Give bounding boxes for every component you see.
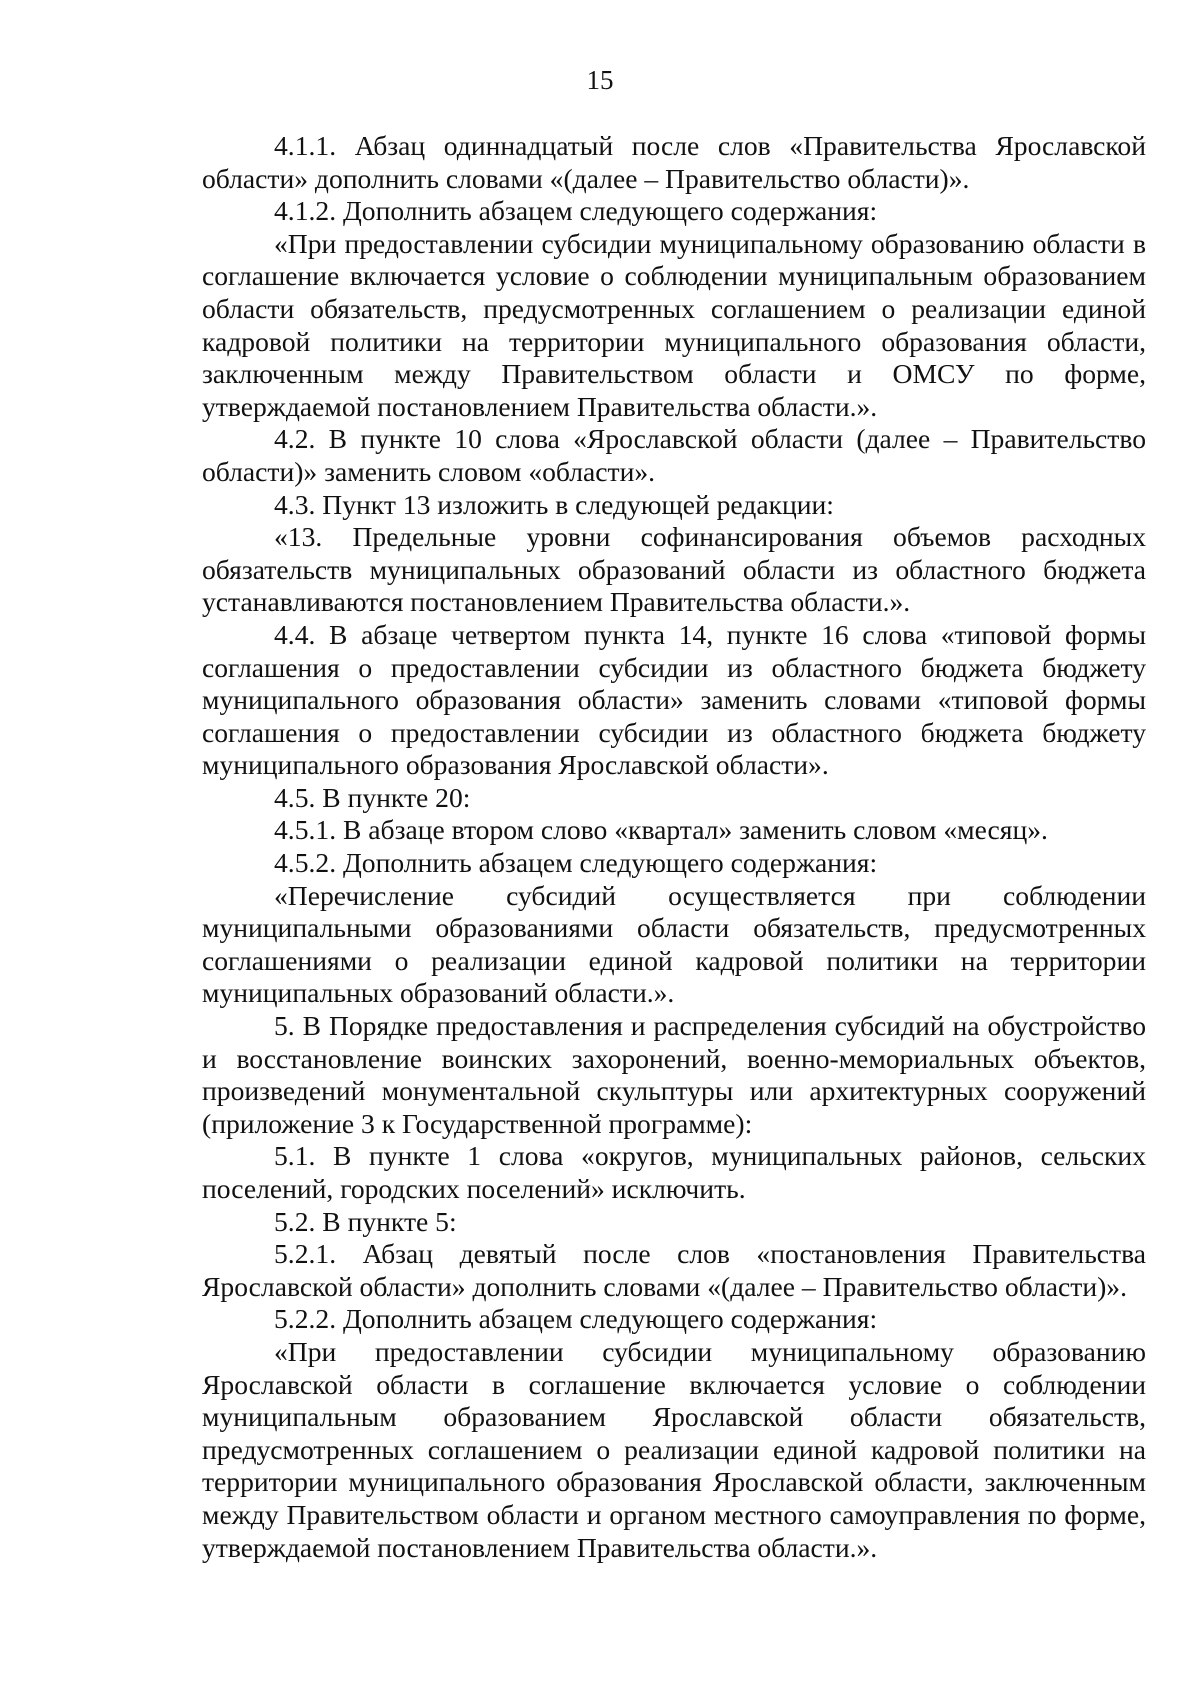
paragraph-4-3: 4.3. Пункт 13 изложить в следующей редакции: bbox=[274, 488, 834, 520]
paragraph-5-1: 5.1. В пункте 1 слова «округов, муниципальных районов, сельских поселений, городских поселений» исключить. bbox=[202, 1140, 1146, 1204]
paragraph-5-2-2-quote: «При предоставлении субсидии муниципальному образованию Ярославской области в соглашение включается условие о соблюдении муниципальным образованием Ярославской области обязательств, предусмотренных соглашением о реализации единой кадровой политики на территории муниципального образования Ярославской области, заключенным между Правительством области и органом местного самоуправления по форме, утверждаемой постановлением Правительства области.». bbox=[202, 1335, 1146, 1563]
paragraph-4-4: 4.4. В абзаце четвертом пункта 14, пункте 16 слова «типовой формы соглашения о предоставлении субсидии из областного бюджета бюджету муниципального образования области» заменить словами «типовой формы соглашения о предоставлении субсидии из областного бюджета бюджету муниципального образования Ярославской области». bbox=[202, 618, 1146, 781]
paragraph-4-5-2-quote: «Перечисление субсидий осуществляется при соблюдении муниципальными образованиями области обязательств, предусмотренных соглашениями о реализации единой кадровой политики на территории муниципальных образований области.». bbox=[202, 879, 1146, 1009]
paragraph-5-2: 5.2. В пункте 5: bbox=[274, 1205, 457, 1237]
paragraph-5: 5. В Порядке предоставления и распределения субсидий на обустройство и восстановление воинских захоронений, военно-мемориальных объектов, произведений монументальной скульптуры или архитектурных сооружений (приложение 3 к Государственной программе): bbox=[202, 1010, 1146, 1139]
page-number: 15 bbox=[586, 65, 614, 95]
paragraph-4-5-1: 4.5.1. В абзаце втором слово «квартал» заменить словом «месяц». bbox=[274, 814, 1048, 846]
paragraph-5-2-1: 5.2.1. Абзац девятый после слов «постановления Правительства Ярославской области» дополнить словами «(далее – Правительство области)». bbox=[202, 1238, 1146, 1302]
paragraph-5-2-2: 5.2.2. Дополнить абзацем следующего содержания: bbox=[274, 1303, 878, 1335]
paragraph-4-3-quote: «13. Предельные уровни софинансирования объемов расходных обязательств муниципальных образований области из областного бюджета устанавливаются постановлением Правительства области.». bbox=[202, 521, 1146, 618]
document-body bbox=[202, 130, 1146, 1564]
paragraph-4-1-2: 4.1.2. Дополнить абзацем следующего содержания: bbox=[274, 195, 878, 227]
paragraph-4-2: 4.2. В пункте 10 слова «Ярославской области (далее – Правительство области)» заменить словом «области». bbox=[202, 423, 1146, 487]
paragraph-4-1-1: 4.1.1. Абзац одиннадцатый после слов «Правительства Ярославской области» дополнить словами «(далее – Правительство области)». bbox=[202, 130, 1146, 194]
paragraph-4-1-2-quote: «При предоставлении субсидии муниципальному образованию области в соглашение включается условие о соблюдении муниципальным образованием области обязательств, предусмотренных соглашением о реализации единой кадровой политики на территории муниципального образования области, заключенным между Правительством области и ОМСУ по форме, утверждаемой постановлением Правительства области.». bbox=[202, 227, 1146, 422]
paragraph-4-5: 4.5. В пункте 20: bbox=[274, 781, 471, 813]
paragraph-4-5-2: 4.5.2. Дополнить абзацем следующего содержания: bbox=[274, 847, 878, 879]
